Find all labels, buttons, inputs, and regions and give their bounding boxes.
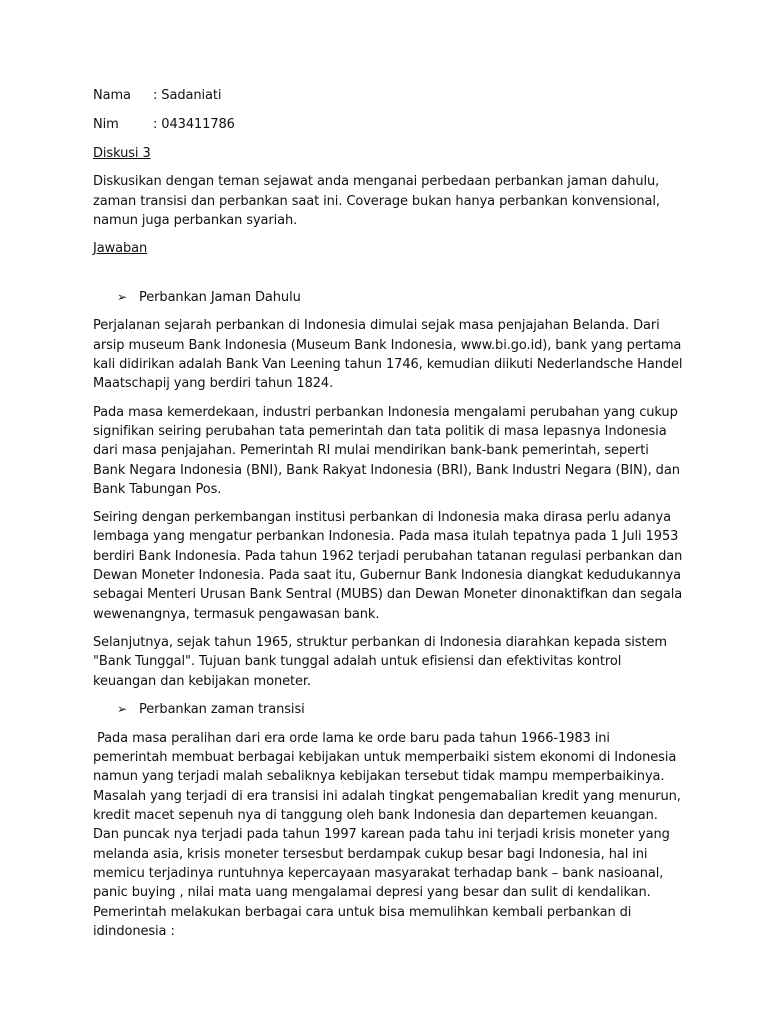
nim-value: : 043411786	[153, 117, 235, 132]
section-2-heading-text: Perbankan zaman transisi	[139, 702, 305, 718]
section-1-paragraph: Perjalanan sejarah perbankan di Indonesia dimulai sejak masa penjajahan Belanda. Dari arsip museum Bank Indonesia (Museum Bank Indonesia, www.bi.go.id), bank yang pertama kali didirikan adalah Bank Van Leening tahun 1746, kemudian diikuti Nederlandsche Handel Maatschapij yang berdiri tahun 1824.	[93, 318, 683, 392]
section-1-heading	[117, 287, 683, 307]
nim-row	[93, 115, 683, 135]
name-label: Nama	[93, 88, 131, 103]
section-2-heading	[117, 700, 683, 720]
arrow-bullet-icon: ➢	[117, 289, 127, 304]
section-2-paragraph: Pada masa peralihan dari era orde lama ke orde baru pada tahun 1966-1983 ini pemerintah membuat berbagai kebijakan untuk memperbaiki sistem ekonomi di Indonesia namun yang terjadi malah sebaliknya kebijakan tersebut tidak mampu memperbaikinya. Masalah yang terjadi di era transisi ini adalah tingkat pengemabalian kredit yang menurun, kredit macet sepenuh nya di tanggung oleh bank Indonesia dan departemen keuangan. Dan puncak nya terjadi pada tahun 1997 karean pada tahu ini terjadi krisis moneter yang melanda asia, krisis moneter tersesbut berdampak cukup besar bagi Indonesia, hal ini memicu terjadinya runtuhnya kepercayaan masyarakat terhadap bank – bank nasioanal, panic buying , nilai mata uang mengalamai depresi yang besar dan sulit di kendalikan. Pemerintah melakukan berbagai cara untuk bisa memulihkan kembali perbankan di idindonesia :	[93, 730, 681, 939]
name-row	[93, 86, 683, 106]
nim-label: Nim	[93, 117, 119, 132]
question-paragraph: Diskusikan dengan teman sejawat anda menganai perbedaan perbankan jaman dahulu, zaman transisi dan perbankan saat ini. Coverage bukan hanya perbankan konvensional, namun juga perbankan syariah.	[93, 174, 660, 228]
spacer	[93, 267, 683, 287]
arrow-bullet-icon: ➢	[117, 702, 127, 717]
document-title: Diskusi 3	[93, 146, 151, 161]
document-page	[93, 86, 683, 950]
name-value: : Sadaniati	[153, 88, 222, 103]
section-1-paragraph: Pada masa kemerdekaan, industri perbankan Indonesia mengalami perubahan yang cukup signifikan seiring perubahan tata pemerintah dan tata politik di masa lepasnya Indonesia dari masa penjajahan. Pemerintah RI mulai mendirikan bank-bank pemerintah, seperti Bank Negara Indonesia (BNI), Bank Rakyat Indonesia (BRI), Bank Industri Negara (BIN), dan Bank Tabungan Pos.	[93, 404, 680, 497]
answer-label: Jawaban	[93, 241, 148, 257]
section-1-paragraph: Selanjutnya, sejak tahun 1965, struktur perbankan di Indonesia diarahkan kepada sistem "Bank Tunggal". Tujuan bank tunggal adalah untuk efisiensi dan efektivitas kontrol keuangan dan kebijakan moneter.	[93, 634, 667, 689]
section-1-heading-text: Perbankan Jaman Dahulu	[139, 289, 301, 305]
section-1-paragraph: Seiring dengan perkembangan institusi perbankan di Indonesia maka dirasa perlu adanya lembaga yang mengatur perbankan Indonesia. Pada masa itulah tepatnya pada 1 Juli 1953 berdiri Bank Indonesia. Pada tahun 1962 terjadi perubahan tatanan regulasi perbankan dan Dewan Moneter Indonesia. Pada saat itu, Gubernur Bank Indonesia diangkat kedudukannya sebagai Menteri Urusan Bank Sentral (MUBS) dan Dewan Moneter dinonaktifkan dan segala wewenangnya, termasuk pengawasan bank.	[93, 510, 683, 622]
